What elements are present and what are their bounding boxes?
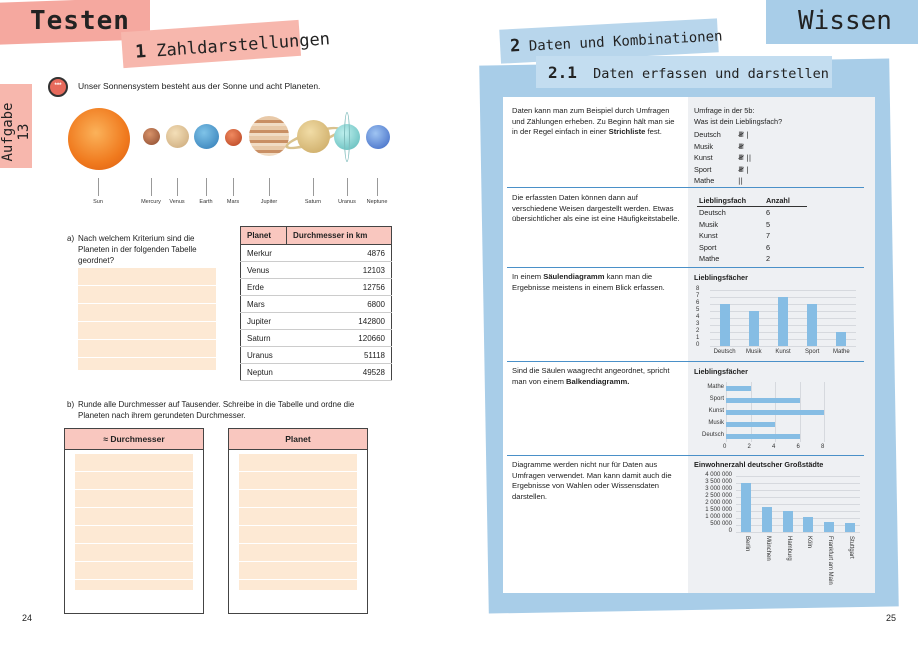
city-chart-title: Einwohnerzahl deutscher Großstädte xyxy=(694,460,824,469)
table-row xyxy=(241,245,392,262)
earth-image xyxy=(194,124,219,149)
bar-chart xyxy=(694,378,864,454)
city-bar xyxy=(762,507,772,532)
city-bar xyxy=(741,483,751,532)
diameter-cell: 49528 xyxy=(287,364,392,381)
answer-line xyxy=(78,286,216,304)
planet-label-uranus: Uranus xyxy=(338,199,356,205)
planet-label-saturn: Saturn xyxy=(304,199,322,205)
planet-label-earth: Earth xyxy=(199,199,213,205)
city-bar xyxy=(824,522,834,533)
block1-text-a: Daten kann man zum Beispiel durch Umfragen und Zählungen erheben. Zu Beginn hält man sie in der Regel einfach in einer xyxy=(512,106,675,137)
x-tick-label: 2 xyxy=(747,444,751,450)
horizontal-bar xyxy=(726,386,751,391)
y-tick-label: 2 500 000 xyxy=(705,493,732,499)
difficulty-badge: *** xyxy=(48,77,68,97)
city-bar xyxy=(803,517,813,532)
y-tick-label: Sport xyxy=(709,396,724,402)
diameter-cell: 12756 xyxy=(287,279,392,296)
answer-box-planet[interactable] xyxy=(239,454,357,590)
tally-marks: 𝍸 | xyxy=(738,130,749,139)
jupiter-image xyxy=(249,116,289,156)
freq-count: 6 xyxy=(766,242,771,252)
planet-order-column xyxy=(228,428,368,614)
horizontal-bar xyxy=(726,422,775,427)
planet-label-mars: Mars xyxy=(226,199,240,205)
x-tick-label: Kunst xyxy=(775,349,791,355)
x-tick-label: 4 xyxy=(772,444,776,450)
freq-count: 2 xyxy=(766,254,771,263)
gridline xyxy=(736,483,860,484)
earth-line xyxy=(206,178,207,196)
diameter-cell: 6800 xyxy=(287,296,392,313)
planet-label-sun: Sun xyxy=(93,199,103,205)
y-tick-label: 1 000 000 xyxy=(705,514,732,520)
column-chart xyxy=(694,284,864,360)
gridline xyxy=(736,476,860,477)
venus-line xyxy=(177,178,178,196)
answer-line xyxy=(78,322,216,340)
task-intro: Unser Sonnensystem besteht aus der Sonne und acht Planeten. xyxy=(78,81,321,91)
x-tick-label: 0 xyxy=(723,444,727,450)
block3-text xyxy=(512,272,682,293)
gridline xyxy=(710,346,856,347)
y-tick-label: Musik xyxy=(708,420,724,426)
planet-cell: Merkur xyxy=(241,245,287,262)
planet-order-header: Planet xyxy=(228,428,368,450)
freq-header-subject: Lieblingsfach xyxy=(699,196,747,205)
block4-text-a: Sind die Säulen waagrecht angeordnet, spricht man von einem xyxy=(512,366,670,386)
planet-cell: Uranus xyxy=(241,347,287,364)
y-tick-label: 4 xyxy=(696,314,700,320)
y-tick-label: 4 000 000 xyxy=(705,472,732,478)
answer-line xyxy=(78,304,216,322)
tally-subject: Mathe xyxy=(694,176,715,185)
balkendiagramm-term: Balkendiagramm. xyxy=(566,376,630,386)
neptune-image xyxy=(366,125,390,149)
chapter-label-testen: Testen xyxy=(30,6,130,36)
horizontal-bar xyxy=(726,434,800,439)
x-tick-label: 8 xyxy=(821,444,825,450)
y-tick-label: Kunst xyxy=(708,408,724,414)
table-header-planet: Planet xyxy=(241,227,287,245)
survey-question: Was ist dein Lieblingsfach? xyxy=(694,117,783,126)
column-bar xyxy=(836,332,846,346)
y-tick-label: 3 000 000 xyxy=(705,486,732,492)
row-divider xyxy=(507,361,864,362)
planet-label-neptune: Neptune xyxy=(366,199,388,205)
tally-subject: Deutsch xyxy=(694,130,721,139)
diameter-cell: 120660 xyxy=(287,330,392,347)
answer-line xyxy=(78,268,216,286)
section-number: 1 xyxy=(134,41,147,63)
tally-marks: 𝍸 | xyxy=(738,164,749,174)
horizontal-bar xyxy=(726,410,824,415)
freq-subject: Musik xyxy=(699,219,719,229)
table-row xyxy=(241,296,392,313)
x-tick-label: Musik xyxy=(745,349,762,355)
block5-text: Diagramme werden nicht nur für Daten aus Umfragen verwendet. Man kann damit auch die Ergebnisse von Wahlen oder Wissensdaten darstellen. xyxy=(512,460,672,501)
answer-line xyxy=(78,340,216,358)
diameter-cell: 4876 xyxy=(287,245,392,262)
block2-text: Die erfassten Daten können dann auf verschiedene Weisen dargestellt werden. Etwas übersichtlicher als eine ist eine Häufigkeitstabelle. xyxy=(512,193,680,224)
mercury-image xyxy=(143,128,160,145)
freq-count: 7 xyxy=(766,231,771,240)
y-tick-label: 0 xyxy=(728,528,732,534)
gridline xyxy=(736,490,860,491)
y-tick-label: 500 000 xyxy=(710,521,732,527)
freq-subject: Deutsch xyxy=(699,208,726,217)
rounded-diameter-column xyxy=(64,428,204,614)
diameter-cell: 142800 xyxy=(287,313,392,330)
chapter-title-text: Daten und Kombinationen xyxy=(528,28,723,55)
planet-cell: Mars xyxy=(241,296,287,313)
section-title-text: Zahldarstellungen xyxy=(155,29,331,62)
block1-text-b: fest. xyxy=(645,127,662,137)
saturn-image xyxy=(297,120,330,153)
question-a-text: Nach welchem Kriterium sind die Planeten in der folgenden Tabelle geordnet? xyxy=(78,234,197,265)
column-bar xyxy=(778,297,788,346)
tally-marks: 𝍸 || xyxy=(738,153,752,162)
x-tick-label: 6 xyxy=(796,444,800,450)
table-header-diameter: Durchmesser in km xyxy=(287,227,392,245)
tally-subject: Musik xyxy=(694,141,714,151)
gridline xyxy=(736,511,860,512)
city-label: Köln xyxy=(806,536,813,549)
city-label: Frankfurt am Main xyxy=(827,536,833,585)
planet-label-mercury: Mercury xyxy=(141,199,161,205)
city-bar xyxy=(845,523,855,532)
question-b-text: Runde alle Durchmesser auf Tausender. Schreibe in die Tabelle und ordne die Planeten nach ihrem gerundeten Durchmesser. xyxy=(78,400,355,420)
block1-text xyxy=(512,106,682,138)
y-tick-label: 5 xyxy=(696,307,700,313)
city-label: München xyxy=(765,536,771,561)
tally-marks: || xyxy=(738,176,743,185)
table-row xyxy=(241,279,392,296)
table-row xyxy=(241,347,392,364)
mercury-line xyxy=(151,178,152,196)
planet-cell: Jupiter xyxy=(241,313,287,330)
table-row xyxy=(241,330,392,347)
y-tick-label: Mathe xyxy=(707,384,724,390)
y-tick-label: 6 xyxy=(696,300,700,306)
section-number-right: 2.1 xyxy=(548,63,577,82)
y-tick-label: 0 xyxy=(696,342,700,348)
row-divider xyxy=(507,267,864,268)
planet-label-venus: Venus xyxy=(169,199,185,205)
freq-count: 5 xyxy=(766,219,771,229)
tally-marks: 𝍸 xyxy=(738,141,744,151)
y-tick-label: 8 xyxy=(696,286,700,292)
y-tick-label: 3 500 000 xyxy=(705,479,732,485)
diameter-cell: 12103 xyxy=(287,262,392,279)
question-b-label: b) xyxy=(67,400,75,409)
venus-image xyxy=(166,125,189,148)
planet-diameter-table xyxy=(240,226,392,381)
planet-cell: Neptun xyxy=(241,364,287,381)
city-bar xyxy=(783,511,793,532)
question-a-label: a) xyxy=(67,234,75,243)
block3-text-a: In einem xyxy=(512,272,544,281)
gridline xyxy=(824,382,825,442)
y-tick-label: 3 xyxy=(696,321,700,327)
planet-cell: Saturn xyxy=(241,330,287,347)
section-title-right xyxy=(548,63,829,82)
survey-title: Umfrage in der 5b: xyxy=(694,106,755,115)
block3-text-b: kann man die Ergebnisse meistens in einem Blick erfassen. xyxy=(512,272,665,292)
section-title-right-text: Daten erfassen und darstellen xyxy=(593,66,829,82)
gridline xyxy=(710,290,856,291)
y-tick-label: 1 500 000 xyxy=(705,507,732,513)
freq-count: 6 xyxy=(766,208,771,217)
column-bar xyxy=(807,304,817,346)
gridline xyxy=(736,532,860,533)
answer-box-a[interactable] xyxy=(78,268,216,370)
gridline xyxy=(736,497,860,498)
bar-chart-title: Lieblingsfächer xyxy=(694,367,748,376)
saturn-line xyxy=(313,178,314,196)
column-bar xyxy=(720,304,730,346)
row-divider xyxy=(507,187,864,188)
chapter-label-wissen: Wissen xyxy=(798,6,892,36)
sun-line xyxy=(98,178,99,196)
city-label: Hamburg xyxy=(785,536,792,561)
table-row xyxy=(241,313,392,330)
x-tick-label: Sport xyxy=(805,349,820,355)
diameter-cell: 51118 xyxy=(287,347,392,364)
city-label: Berlin xyxy=(744,536,751,552)
page-number-right: 25 xyxy=(886,613,897,623)
block4-text xyxy=(512,366,682,387)
rounded-diameter-header: ≈ Durchmesser xyxy=(64,428,204,450)
task-tab-label: Aufgabe 13 xyxy=(0,102,32,162)
gridline xyxy=(736,518,860,519)
y-tick-label: 1 xyxy=(696,335,700,341)
freq-subject: Mathe xyxy=(699,254,720,263)
x-tick-label: Deutsch xyxy=(713,349,736,355)
freq-subject: Sport xyxy=(699,242,717,252)
table-row xyxy=(241,364,392,381)
freq-subject: Kunst xyxy=(699,231,718,240)
uranus-line xyxy=(347,178,348,196)
y-tick-label: Deutsch xyxy=(701,432,724,438)
uranus-ring xyxy=(344,112,350,162)
answer-box-diameter[interactable] xyxy=(75,454,193,590)
chapter-number: 2 xyxy=(509,36,521,57)
gridline xyxy=(736,525,860,526)
row-divider xyxy=(507,455,864,456)
tally-subject: Kunst xyxy=(694,153,713,162)
x-tick-label: Mathe xyxy=(833,349,850,355)
y-tick-label: 2 000 000 xyxy=(705,500,732,506)
planet-label-jupiter: Jupiter xyxy=(260,199,278,205)
planet-cell: Venus xyxy=(241,262,287,279)
freq-header-count: Anzahl xyxy=(766,196,790,205)
horizontal-bar xyxy=(726,398,800,403)
column-chart-title: Lieblingsfächer xyxy=(694,273,748,282)
tally-subject: Sport xyxy=(694,164,712,174)
table-row xyxy=(241,262,392,279)
jupiter-line xyxy=(269,178,270,196)
mars-image xyxy=(225,129,242,146)
mars-line xyxy=(233,178,234,196)
planet-cell: Erde xyxy=(241,279,287,296)
y-tick-label: 2 xyxy=(696,328,700,334)
gridline xyxy=(736,504,860,505)
city-population-chart xyxy=(694,472,864,590)
y-tick-label: 7 xyxy=(696,293,700,299)
sun-image xyxy=(68,108,130,170)
page-number-left: 24 xyxy=(22,613,33,623)
column-bar xyxy=(749,311,759,346)
city-label: Stuttgart xyxy=(847,536,854,559)
strichliste-term: Strichliste xyxy=(608,127,646,137)
neptune-line xyxy=(377,178,378,196)
saeulendiagramm-term: Säulendiagramm xyxy=(543,272,605,281)
